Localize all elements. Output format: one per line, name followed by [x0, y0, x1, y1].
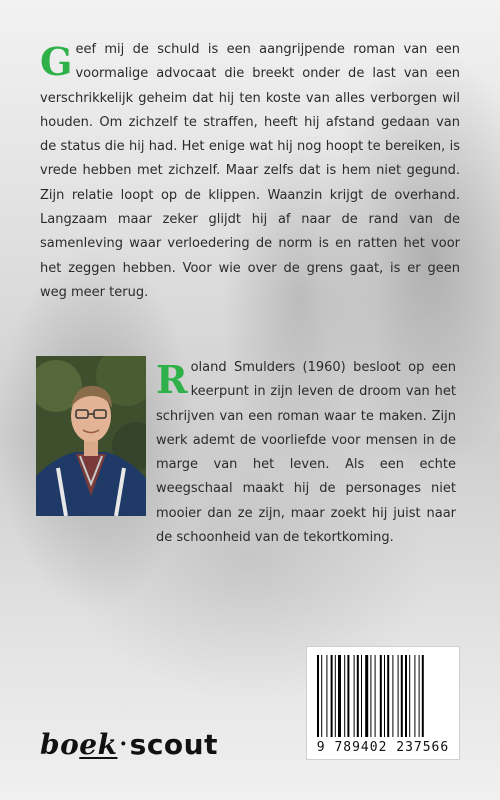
barcode-bar: [357, 655, 359, 737]
author-photo: [36, 356, 146, 516]
author-bio: [156, 356, 456, 550]
isbn-barcode: [306, 646, 460, 760]
barcode-bar: [422, 655, 424, 737]
barcode-bar: [326, 655, 327, 737]
barcode-bar: [419, 655, 420, 737]
publisher-logo: [40, 728, 218, 761]
blurb-dropcap: G: [40, 39, 73, 84]
barcode-bar: [387, 655, 389, 737]
barcode-bar: [335, 655, 336, 737]
barcode-bar: [331, 655, 333, 737]
logo-text-ek: ek: [79, 728, 118, 761]
barcode-bar: [354, 655, 355, 737]
barcode-bar: [365, 655, 368, 737]
isbn-number: 9 789402 237566: [316, 740, 450, 755]
barcode-bar: [317, 655, 319, 737]
author-portrait-image: [36, 356, 146, 516]
barcode-bar: [338, 655, 341, 737]
barcode-bar: [380, 655, 382, 737]
back-cover-blurb: [40, 38, 460, 305]
blurb-text: eef mij de schuld is een aangrijpende roman van een voormalige advocaat die breekt onder de last van een verschrikkelijk geheim dat hij ten koste van alles verborgen wil houden. Om zichzelf te straffen, heeft hij afstand gedaan van de status die hij had. Het enige wat hij nog hoopt te bereiken, is vrede hebben met zichzelf. Maar zelfs dat is hem niet gegund. Zijn relatie loopt op de klippen. Waanzin krijgt de overhand. Langzaam maar zeker glijdt hij af naar de rand van de samenleving waar verloedering de norm is en ratten het voor het zeggen hebben. Voor wie over de grens gaat, is er geen weg meer terug.: [40, 42, 460, 300]
barcode-bars: [315, 655, 451, 737]
logo-text-scout: scout: [129, 728, 218, 761]
barcode-bar: [347, 655, 349, 737]
barcode-bar: [405, 655, 407, 737]
author-dropcap: R: [156, 357, 188, 402]
barcode-bar: [375, 655, 376, 737]
logo-text-bo: bo: [40, 728, 80, 761]
barcode-bar: [398, 655, 399, 737]
barcode-bar: [370, 655, 371, 737]
barcode-bar: [344, 655, 345, 737]
barcode-bar: [409, 655, 410, 737]
barcode-bar: [321, 655, 322, 737]
barcode-bar: [414, 655, 415, 737]
barcode-bar: [361, 655, 362, 737]
barcode-bar: [384, 655, 385, 737]
author-bio-text: oland Smulders (1960) besloot op een keerpunt in zijn leven de droom van het schrijven van een roman waar te maken. Zijn werk ademt de voorliefde voor mensen in de marge van het leven. Als een echte weegschaal maakt hij de personages niet mooier dan ze zijn, maar zoekt hij juist naar de schoonheid van de tekortkoming.: [156, 360, 456, 546]
barcode-bar: [392, 655, 393, 737]
logo-dot: ·: [119, 731, 128, 757]
barcode-bar: [401, 655, 403, 737]
